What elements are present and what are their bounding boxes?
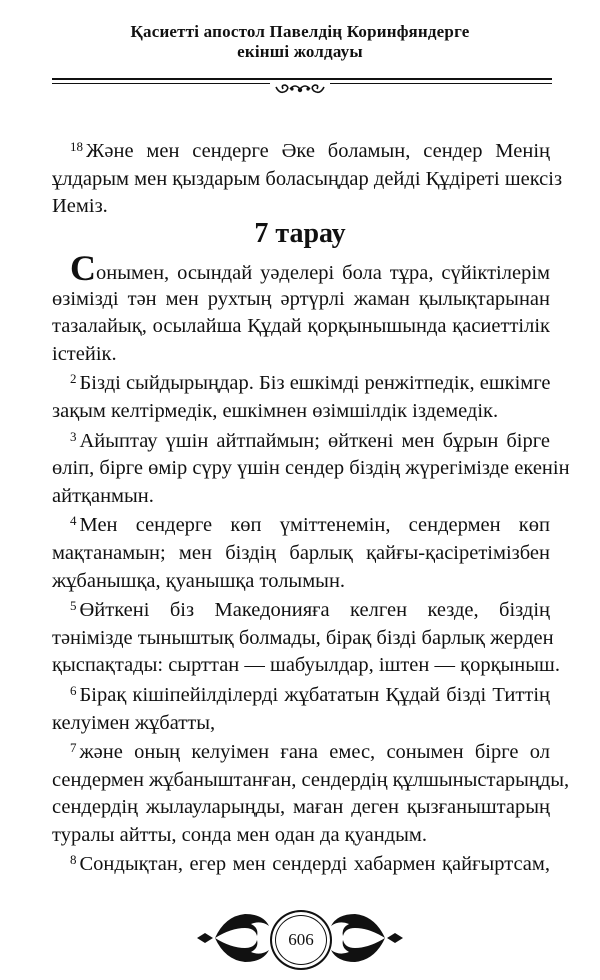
verse-text: сендермен жұбаныштанған, сендердің құлшыныстарыңды, (52, 768, 570, 791)
header-title-line2: екінші жолдауы (237, 42, 363, 61)
verse-line (52, 710, 550, 738)
verse-line (52, 822, 550, 850)
verse-text: және оның келуімен ғана емес, сонымен бірге ол (79, 741, 550, 764)
verse-text: тәнімізде тыныштық болмады, бірақ бізді барлық жерден (52, 626, 554, 649)
verse-text: мақтанамын; мен біздің барлық қайғы-қасіретімізбен (52, 541, 550, 564)
verse-number: 3 (70, 428, 77, 444)
verse-text: өліп, бірге өмір сүру үшін сендер біздің жүрегімізде екенін (52, 457, 570, 480)
verse-text: Мен сендерге көп үміттенемін, сендермен көп (79, 514, 550, 537)
verse-text: Айыптау үшін айтпаймын; өйткені мен бұрын бірге (79, 429, 550, 452)
verse-2 (52, 370, 550, 425)
verse-text: онымен, осындай уәделері бола тұра, сүйіктілерім (96, 262, 550, 284)
verse-8 (52, 851, 550, 879)
running-header (0, 22, 600, 62)
verse-text: туралы айтты, сонда мен одан да қуандым. (52, 823, 427, 846)
verse-number: 6 (70, 682, 77, 698)
verse-line (52, 398, 550, 426)
verse-line (52, 794, 550, 822)
verse-text: Бізді сыйдырыңдар. Біз ешкімді ренжітпедік, ешкімге (79, 372, 551, 395)
verse-line (52, 512, 550, 540)
verse-text: Өйткені біз Македонияға келген кезде, біздің (79, 599, 550, 622)
verse-text: зақым келтірмедік, ешкімнен өзімшілдік іздемедік. (52, 399, 499, 422)
verse-text: Сондықтан, егер мен сендерді хабармен қайғыртсам, (79, 853, 550, 876)
verse-7 (52, 739, 570, 849)
verse-text: Және мен сендерге Әке боламын, сендер Менің (86, 140, 550, 162)
verse-text: тазалайық, осылайша Құдай қорқынышында қасиеттілік (52, 315, 550, 338)
verse-text: жұбанышқа, қуанышқа толымын. (52, 569, 346, 592)
verse-text: Бірақ кішіпейілділерді жұбататын Құдай бізді Титтің (79, 683, 550, 706)
verse-line (52, 597, 550, 625)
header-title-line1: Қасиетті апостол Павелдің Коринфяндерге (130, 22, 470, 41)
verse-4 (52, 512, 550, 595)
verse-5 (52, 597, 560, 680)
verse-text: өзімізді тән мен рухтың әртүрлі жаман қылықтарынан (52, 287, 550, 310)
verse-number: 18 (70, 139, 83, 154)
verse-text: айтқанмын. (52, 484, 154, 507)
verse-number: 2 (70, 371, 77, 387)
verse-line (52, 851, 550, 879)
verse-text: қыспақтады: сырттан — шабуылдар, іштен — қорқыныш. (52, 654, 560, 677)
verse-text: істейік. (52, 342, 117, 365)
verse-line (52, 540, 550, 568)
verse-line (52, 370, 550, 398)
verse-1 (52, 248, 550, 368)
verse-line (52, 652, 560, 680)
verse-text: келуімен жұбатты, (52, 711, 216, 734)
verse-text: ұлдарым мен қыздарым боласыңдар дейді Құдіреті шексіз (52, 167, 563, 190)
verse-line (52, 767, 570, 795)
page-footer-ornament (195, 905, 405, 975)
verse-3 (52, 428, 570, 511)
header-ornament-icon (270, 81, 330, 97)
verse-text: сендердің жылауларыңды, маған деген қызғаныштарың (52, 796, 550, 819)
verse-6 (52, 682, 550, 737)
page-number: 606 (270, 910, 332, 970)
drop-cap: С (70, 248, 96, 288)
verse-line (52, 739, 550, 767)
verse-line (52, 568, 550, 596)
verse-line (52, 483, 550, 511)
chapter-body (52, 248, 570, 881)
verse-line (52, 625, 554, 653)
verse-line (52, 428, 550, 456)
verse-number: 8 (70, 852, 77, 868)
verse-18 (52, 138, 563, 221)
verse-number: 4 (70, 513, 77, 529)
verse-line (52, 682, 550, 710)
verse-number: 5 (70, 598, 77, 614)
verse-number: 7 (70, 740, 77, 756)
verse-line (52, 455, 570, 483)
chapter-title: 7 тарау (254, 218, 346, 249)
verse-text: Иеміз. (52, 195, 108, 218)
